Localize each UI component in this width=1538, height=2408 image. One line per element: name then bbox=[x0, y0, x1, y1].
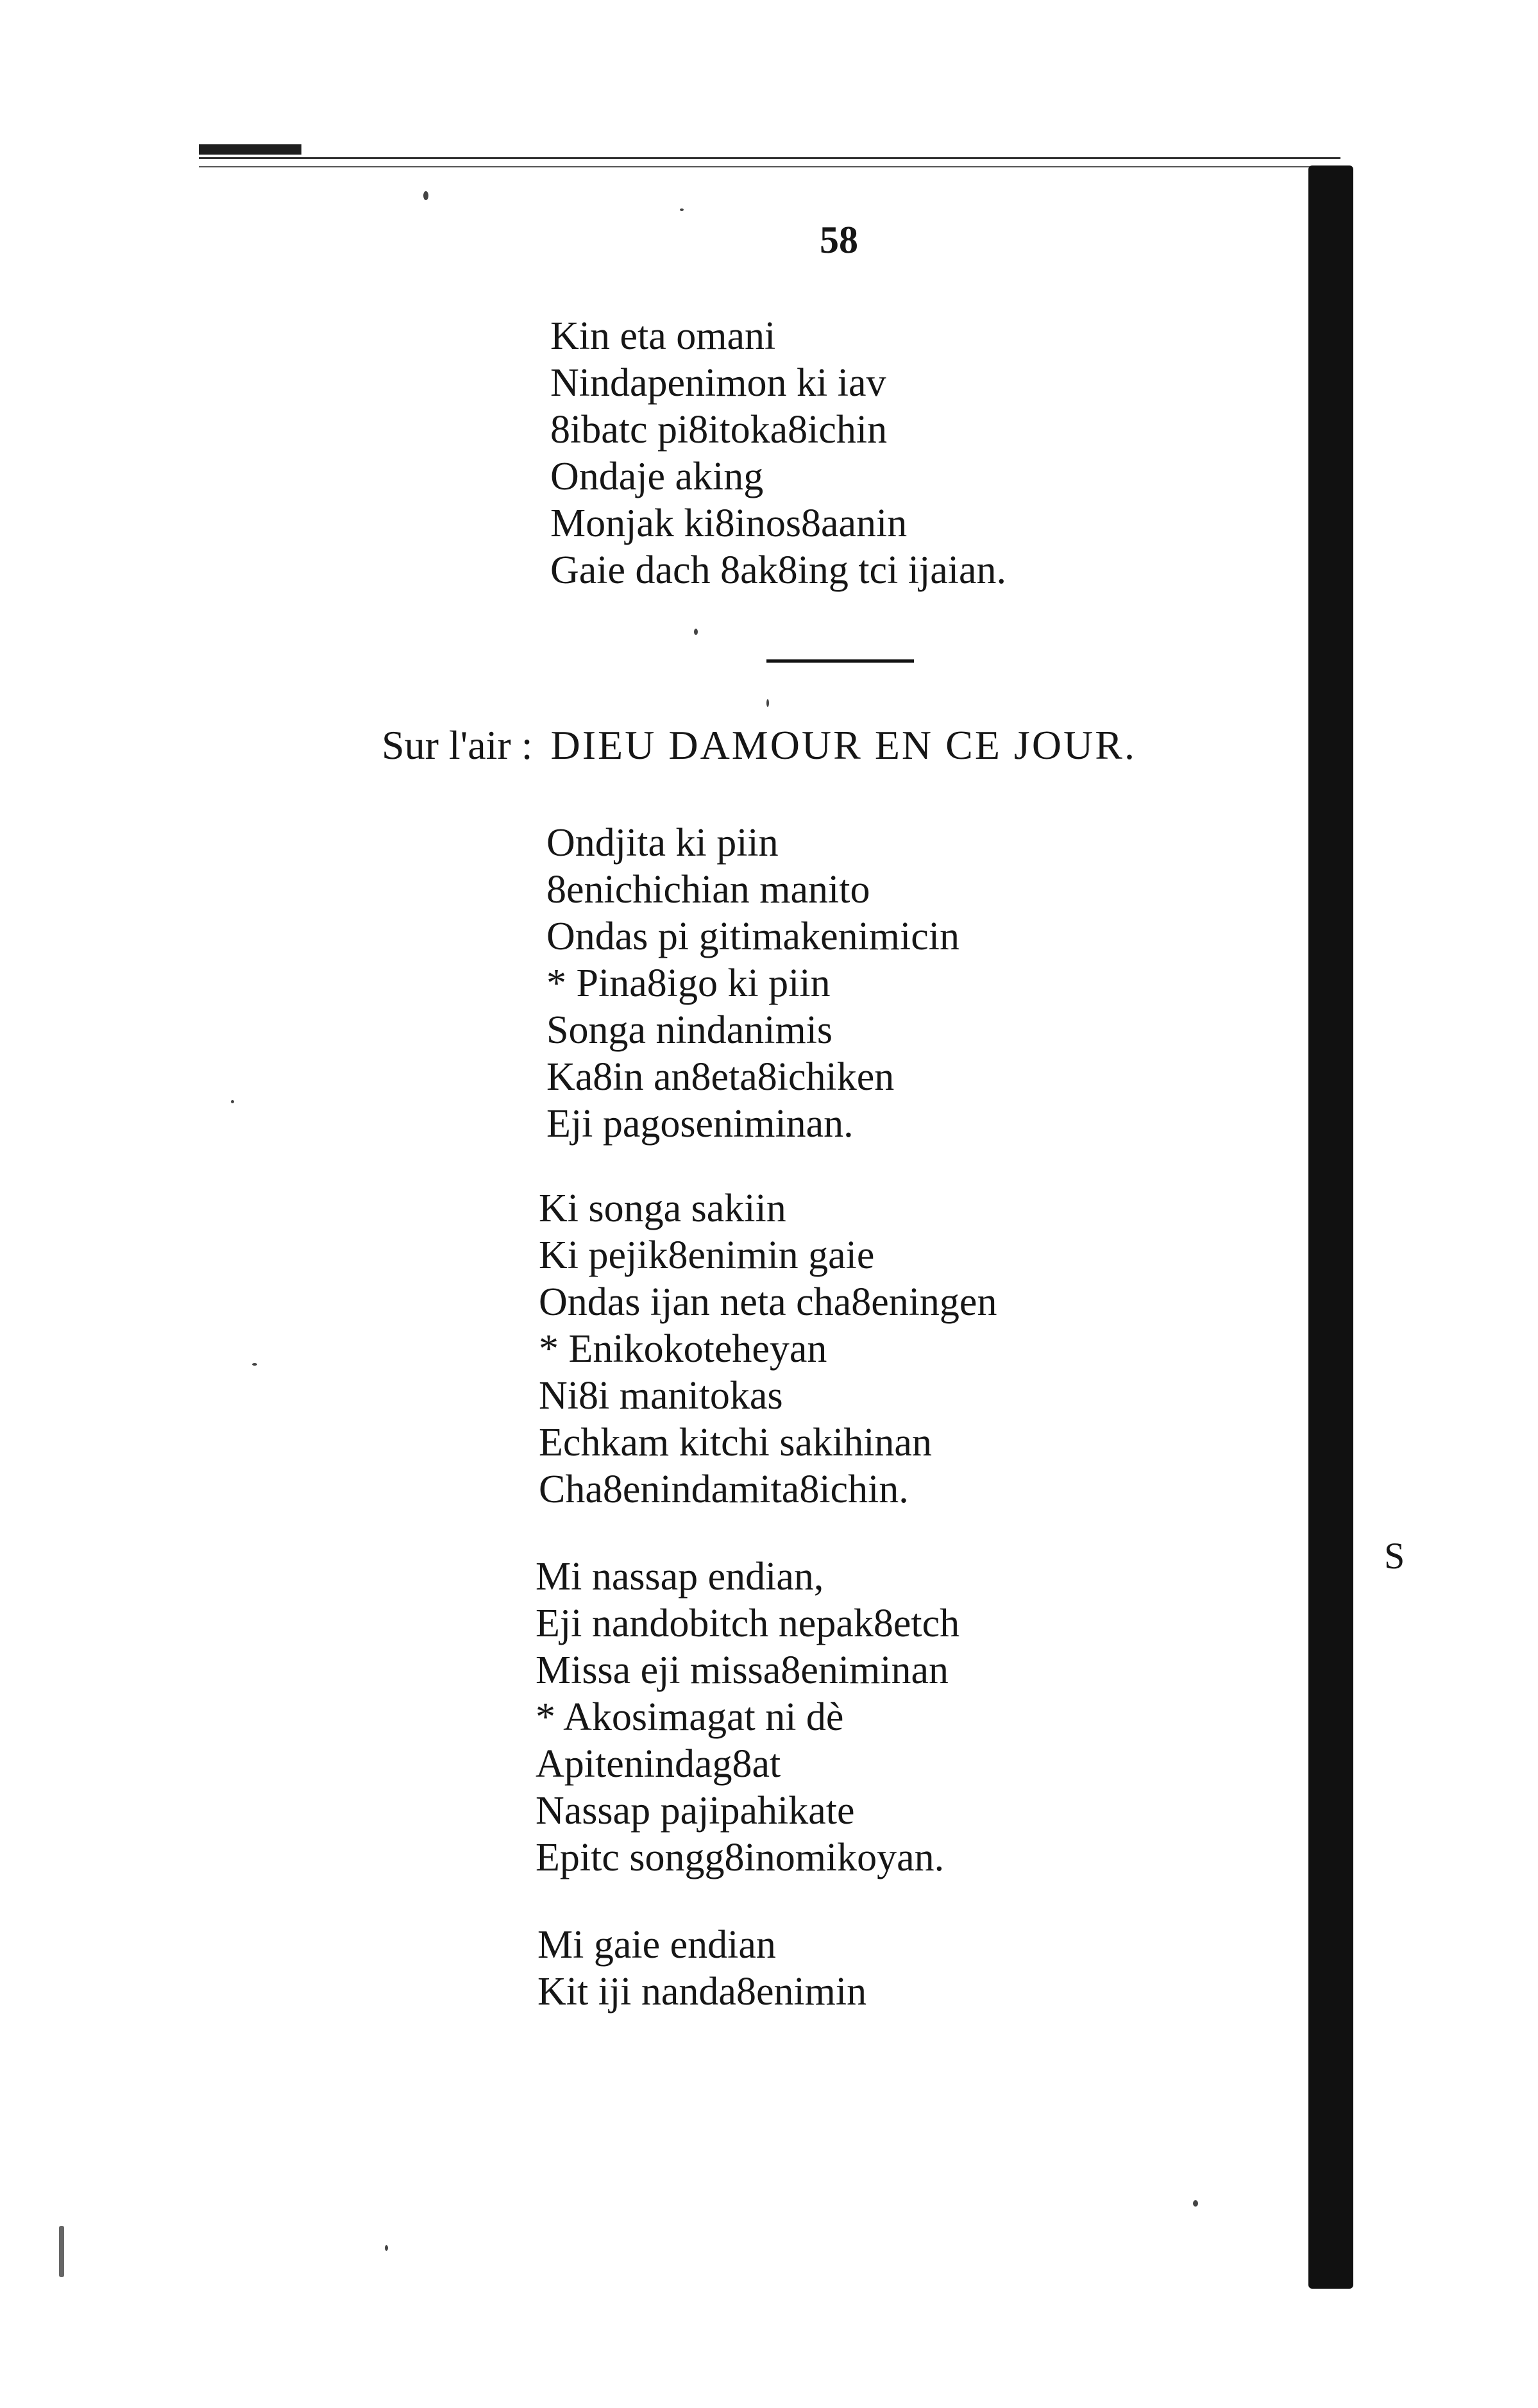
stanza-intro bbox=[550, 313, 1006, 594]
stanza bbox=[536, 1554, 959, 1881]
print-speck bbox=[680, 208, 684, 211]
tune-prefix: Sur l'air : bbox=[382, 722, 533, 768]
stanza bbox=[546, 820, 959, 1148]
page-number: 58 bbox=[820, 219, 858, 261]
print-speck bbox=[423, 191, 428, 200]
section-divider bbox=[766, 659, 914, 663]
print-speck bbox=[59, 2226, 64, 2277]
top-printer-rule bbox=[192, 144, 1340, 157]
print-speck bbox=[252, 1363, 257, 1366]
verse-line: Ka8in an8eta8ichiken bbox=[546, 1055, 895, 1099]
verse-line: Ondas ijan neta cha8eningen bbox=[539, 1280, 997, 1324]
verse-line: Ki pejik8enimin gaie bbox=[539, 1234, 875, 1277]
rule-line bbox=[199, 166, 1340, 167]
verse-line: Echkam kitchi sakihinan bbox=[539, 1421, 932, 1464]
binding-gutter bbox=[1308, 165, 1353, 2289]
verse-line: * Enikokoteheyan bbox=[539, 1327, 827, 1371]
verse-line: Missa eji missa8eniminan bbox=[536, 1649, 949, 1692]
rule-line bbox=[199, 157, 1340, 159]
tune-heading bbox=[382, 722, 1137, 769]
print-speck bbox=[694, 629, 698, 635]
print-speck bbox=[766, 699, 769, 707]
verse-line: Apitenindag8at bbox=[536, 1742, 781, 1786]
print-speck bbox=[231, 1100, 234, 1103]
print-speck bbox=[385, 2245, 388, 2251]
verse-line: Ondaje aking bbox=[550, 455, 764, 498]
stanza bbox=[539, 1185, 997, 1513]
verse-line: Cha8enindamita8ichin. bbox=[539, 1468, 909, 1511]
verse-line: Gaie dach 8ak8ing tci ijaian. bbox=[550, 548, 1007, 592]
verse-line: 8ibatc pi8itoka8ichin bbox=[550, 408, 888, 452]
print-speck bbox=[1193, 2200, 1198, 2207]
verse-line: Monjak ki8inos8aanin bbox=[550, 502, 908, 545]
verse-line: Ondjita ki piin bbox=[546, 821, 779, 865]
verse-line: Ondas pi gitimakenimicin bbox=[546, 915, 960, 958]
rule-mark bbox=[199, 144, 301, 155]
verse-line: Kin eta omani bbox=[550, 314, 776, 358]
verse-line: 8enichichian manito bbox=[546, 868, 870, 911]
tune-title: DIEU DAMOUR EN CE JOUR. bbox=[550, 722, 1137, 768]
verse-line: * Akosimagat ni dè bbox=[536, 1695, 844, 1739]
verse-line: Nassap pajipahikate bbox=[536, 1789, 855, 1833]
verse-line: Mi nassap endian, bbox=[536, 1555, 824, 1598]
verse-line: Epitc songg8inomikoyan. bbox=[536, 1836, 945, 1879]
verse-line: Songa nindanimis bbox=[546, 1008, 833, 1052]
verse-line: Ki songa sakiin bbox=[539, 1187, 786, 1230]
verse-line: Kit iji nanda8enimin bbox=[537, 1970, 867, 2014]
margin-mark: S bbox=[1384, 1535, 1405, 1577]
verse-line: Ni8i manitokas bbox=[539, 1374, 783, 1418]
stanza bbox=[537, 1922, 866, 2015]
verse-line: Mi gaie endian bbox=[537, 1923, 776, 1967]
verse-line: Eji nandobitch nepak8etch bbox=[536, 1602, 960, 1645]
verse-line: Eji pagoseniminan. bbox=[546, 1102, 854, 1146]
verse-line: Nindapenimon ki iav bbox=[550, 361, 886, 405]
verse-line: * Pina8igo ki piin bbox=[546, 962, 831, 1005]
